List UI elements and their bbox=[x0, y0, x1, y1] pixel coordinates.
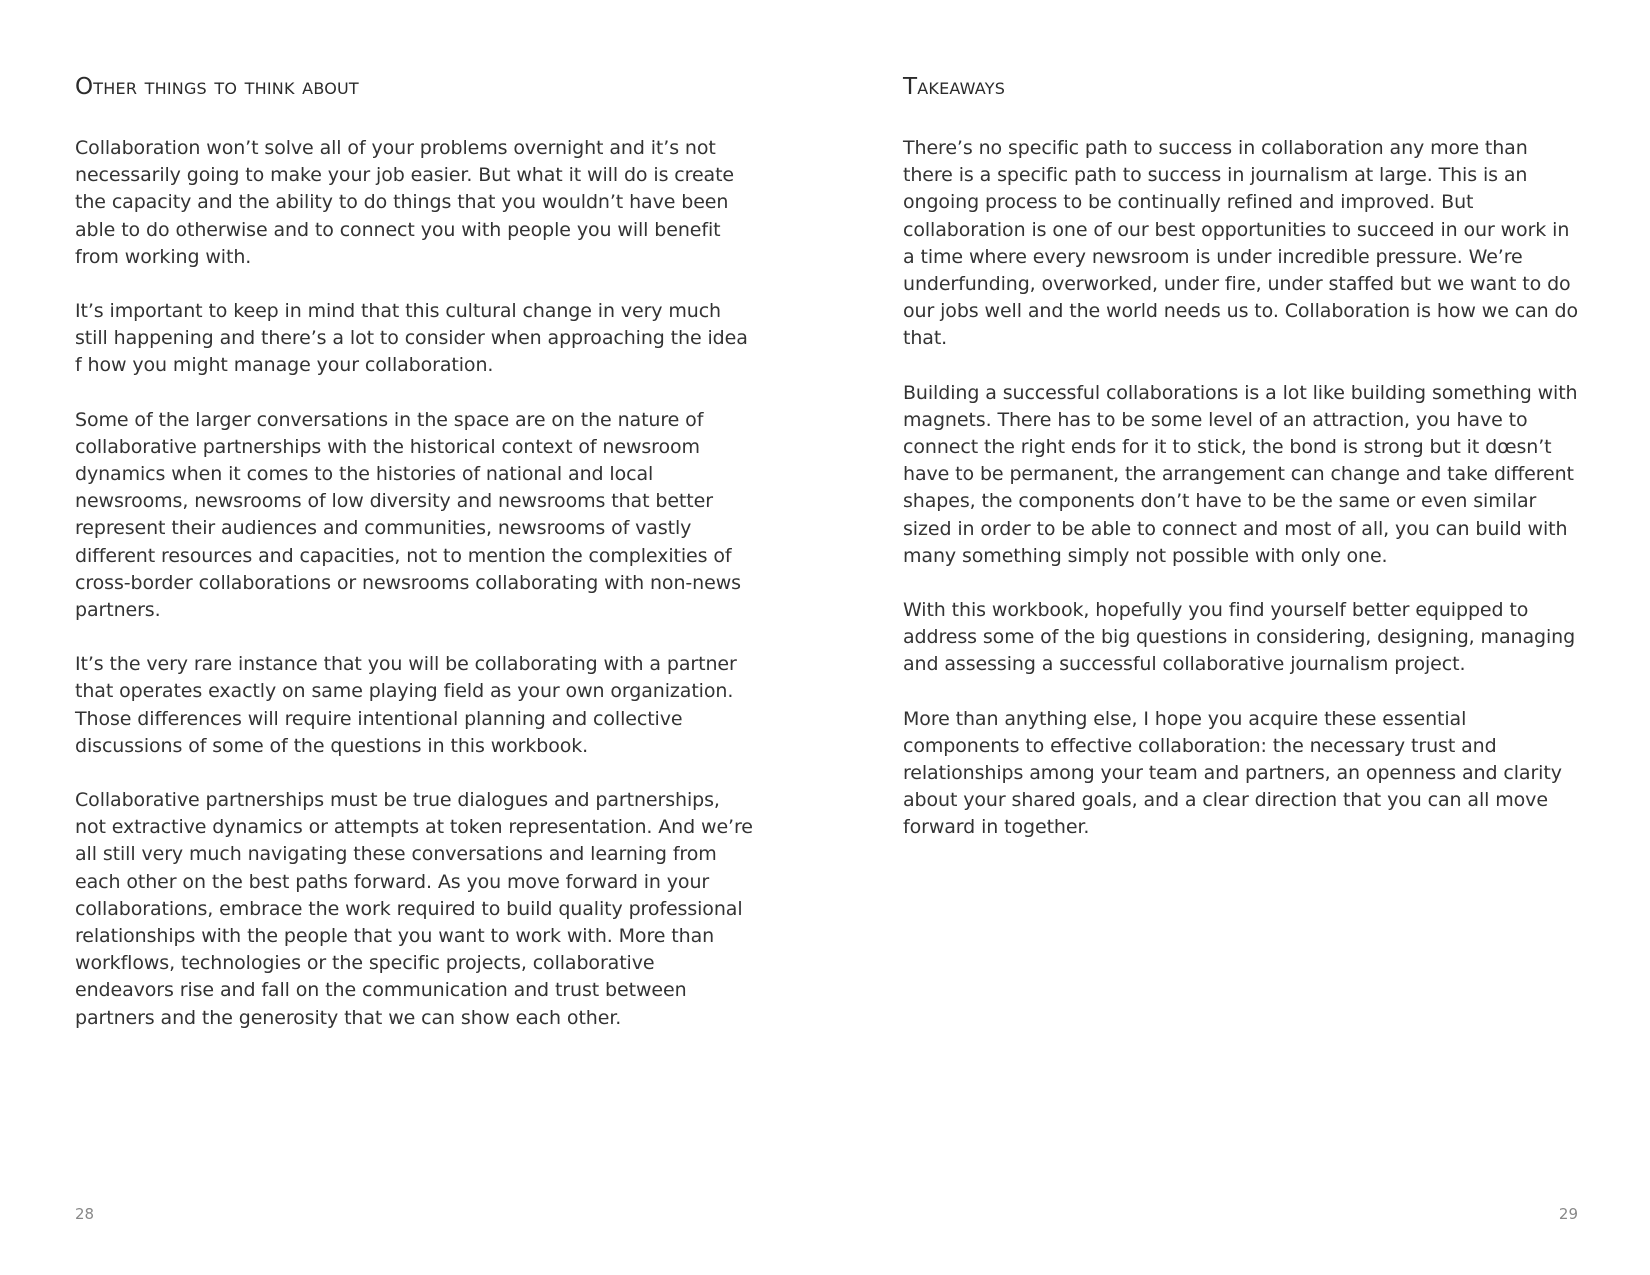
paragraph: Collaborative partnerships must be true dialogues and partnerships, not extractive dynamics or attempts at token representation. And we’re all still very much navigating these conversations and learning from each other on the best paths forward. As you move forward in your collaborations, embrace the work required to build quality professional relationships with the people that you want to work with. More than workflows, technologies or the specific projects, collaborative endeavors rise and fall on the communication and trust between partners and the generosity that we can show each other. bbox=[75, 789, 753, 1029]
paragraph: With this workbook, hopefully you find yourself better equipped to address some of the big questions in considering, designing, managing and assessing a successful collaborative journalism project. bbox=[903, 599, 1576, 676]
left-column bbox=[75, 72, 755, 1059]
section-heading-other-things: Other things to think about bbox=[75, 74, 359, 100]
paragraph: It’s the very rare instance that you will be collaborating with a partner that operates exactly on same playing field as your own organization. Those differences will require intentional planning and collective discussions of some of the questions in this workbook. bbox=[75, 653, 737, 757]
page-number-left: 28 bbox=[75, 1205, 95, 1223]
page-number-right: 29 bbox=[1558, 1205, 1578, 1223]
paragraph: It’s important to keep in mind that this cultural change in very much still happening and there’s a lot to consider when approaching the idea f how you might manage your collaboration. bbox=[75, 300, 748, 377]
paragraph: More than anything else, I hope you acquire these essential components to effective collaboration: the necessary trust and relationships among your team and partners, an openness and clarity about your shared goals, and a clear direction that you can all move forward in together. bbox=[903, 707, 1562, 839]
right-page bbox=[825, 0, 1650, 1275]
paragraph: Collaboration won’t solve all of your problems overnight and it’s not necessarily going to make your job easier. But what it will do is create the capacity and the ability to do things that you wouldn’t have been able to do otherwise and to connect you with people you will benefit from working with. bbox=[75, 137, 735, 268]
paragraph: Some of the larger conversations in the space are on the nature of collaborative partnerships with the historical context of newsroom dynamics when it comes to the histories of national and local newsrooms, newsrooms of low diversity and newsrooms that better represent their audiences and communities, newsrooms of vastly different resources and capacities, not to mention the complexities of cross-border collaborations or newsrooms collaborating with non-news partners. bbox=[75, 408, 741, 622]
paragraph: There’s no specific path to success in collaboration any more than there is a specific path to success in journalism at large. This is an ongoing process to be continually refined and improved. But collaboration is one of our best opportunities to succeed in our work in a time where every newsroom is under incredible pressure. We’re underfunding, overworked, under fire, under staffed but we want to do our jobs well and the world needs us to. Collaboration is how we can do that. bbox=[903, 137, 1578, 350]
right-column bbox=[903, 72, 1583, 869]
section-heading-takeaways: Takeaways bbox=[903, 74, 1006, 100]
paragraph: Building a successful collaborations is a lot like building something with magnets. There has to be some level of an attraction, you have to connect the right ends for it to stick, the bond is strong but it dœsn’t have to be permanent, the arrangement can change and take different shapes, the components don’t have to be the same or even similar sized in order to be able to connect and most of all, you can build with many something simply not possible with only one. bbox=[903, 381, 1578, 567]
